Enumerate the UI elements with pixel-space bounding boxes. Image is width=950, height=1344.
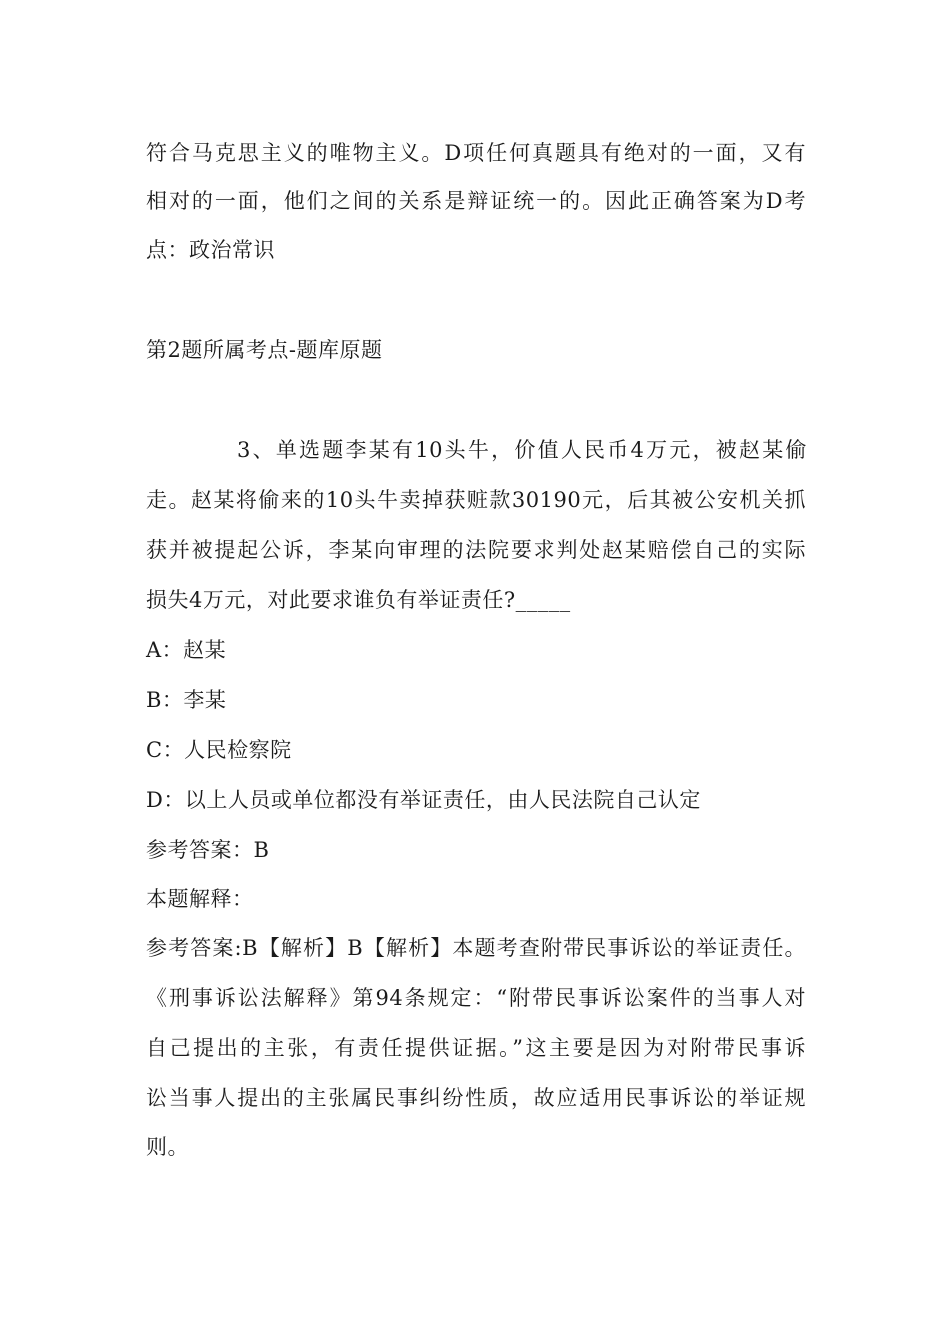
question-topic-heading: 第2题所属考点-题库原题 — [146, 338, 383, 362]
option-b: B：李某 — [146, 688, 227, 712]
option-d: D：以上人员或单位都没有举证责任，由人民法院自己认定 — [146, 788, 701, 812]
explanation-label: 本题解释： — [146, 887, 254, 911]
explanation-line: 则。 — [146, 1135, 189, 1159]
prev-explanation-line: 符合马克思主义的唯物主义。D项任何真题具有绝对的一面，又有 — [146, 141, 806, 165]
explanation-line: 《刑事诉讼法解释》第94条规定：“附带民事诉讼案件的当事人对 — [146, 986, 806, 1010]
reference-answer: 参考答案：B — [146, 838, 270, 862]
explanation-line: 讼当事人提出的主张属民事纠纷性质，故应适用民事诉讼的举证规 — [146, 1086, 806, 1110]
question-stem-line: 获并被提起公诉，李某向审理的法院要求判处赵某赔偿自己的实际 — [146, 538, 806, 562]
question-stem-line: 走。赵某将偷来的10头牛卖掉获赃款30190元，后其被公安机关抓 — [146, 488, 806, 512]
explanation-line: 参考答案:B【解析】B【解析】本题考查附带民事诉讼的举证责任。 — [146, 936, 806, 960]
prev-explanation-line: 点：政治常识 — [146, 238, 275, 262]
option-a: A：赵某 — [146, 638, 227, 662]
option-c: C：人民检察院 — [146, 738, 292, 762]
question-stem-line: 损失4万元，对此要求谁负有举证责任?_____ — [146, 588, 571, 612]
prev-explanation-line: 相对的一面，他们之间的关系是辩证统一的。因此正确答案为D考 — [146, 189, 806, 213]
question-stem-line: 3、单选题李某有10头牛，价值人民币4万元，被赵某偷 — [237, 438, 807, 462]
explanation-line: 自己提出的主张，有责任提供证据。”这主要是因为对附带民事诉 — [146, 1036, 806, 1060]
